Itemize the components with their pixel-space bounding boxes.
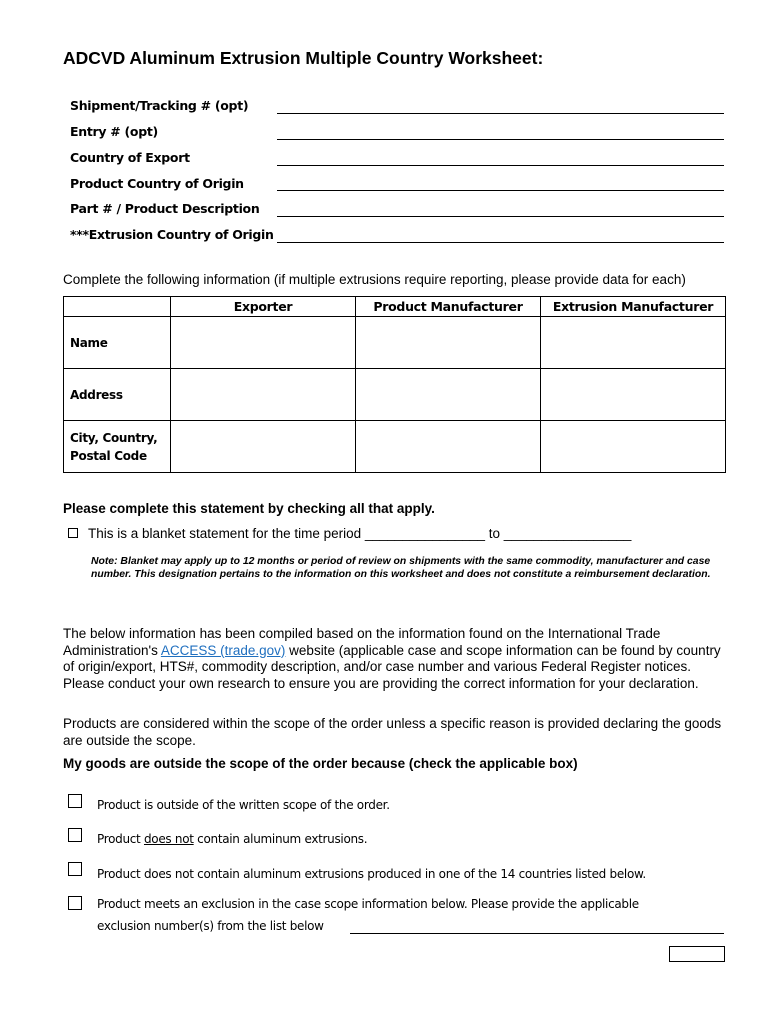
blanket-statement	[68, 526, 631, 541]
info-paragraph	[63, 626, 723, 692]
outside-scope-heading: My goods are outside the scope of the order because (check the applicable box)	[63, 756, 578, 771]
extrusion-manufacturer-name-cell[interactable]	[541, 317, 726, 369]
part-number-label: Part # / Product Description	[70, 201, 260, 216]
table-header-extrusion-manufacturer: Extrusion Manufacturer	[541, 297, 726, 317]
option-no-extrusions-c: contain aluminum extrusions.	[193, 832, 368, 846]
blanket-checkbox[interactable]	[68, 528, 78, 538]
option-exclusion-checkbox[interactable]	[68, 896, 82, 910]
table-header-product-manufacturer: Product Manufacturer	[356, 297, 541, 317]
option-outside-written-scope-checkbox[interactable]	[68, 794, 82, 808]
row-label-city-country-postal: City, Country, Postal Code	[64, 421, 171, 473]
info-paragraph-after: website (applicable case and scope information can be found by country of origin/export, HTS#, commodity description, and/or case number and various Federal Register notices. Please conduct your own research to ensure you are providing the correct information for your declaration.	[63, 642, 721, 691]
country-of-export-field[interactable]	[277, 165, 724, 166]
product-manufacturer-city-cell[interactable]	[356, 421, 541, 473]
blanket-note: Note: Blanket may apply up to 12 months or period of review on shipments with the same commodity, manufacturer and case number. This designation pertains to the information on this worksheet and does not constitute a reimbursement declaration.	[91, 556, 711, 580]
product-country-of-origin-label: Product Country of Origin	[70, 176, 244, 191]
entry-number-label: Entry # (opt)	[70, 124, 158, 139]
extrusion-country-of-origin-label: ***Extrusion Country of Origin	[70, 227, 274, 242]
option-no-extrusions-a: Product	[97, 832, 144, 846]
option-exclusion-label-line2: exclusion number(s) from the list below	[97, 919, 324, 933]
option-no-extrusions-label	[97, 832, 367, 846]
exporter-address-cell[interactable]	[171, 369, 356, 421]
page-title: ADCVD Aluminum Extrusion Multiple Country Worksheet:	[63, 48, 544, 68]
product-country-of-origin-field[interactable]	[277, 190, 724, 191]
party-info-table	[63, 296, 726, 473]
option-outside-written-scope-label: Product is outside of the written scope of the order.	[97, 798, 390, 812]
extrusion-manufacturer-address-cell[interactable]	[541, 369, 726, 421]
scope-paragraph: Products are considered within the scope of the order unless a specific reason is provided declaring the goods are outside the scope.	[63, 716, 722, 748]
exporter-city-cell[interactable]	[171, 421, 356, 473]
blanket-prefix: This is a blanket statement for the time period	[88, 526, 365, 541]
info-paragraph-before: The below information has been compiled based on the information found on the International Trade Administration's	[63, 626, 661, 658]
product-manufacturer-name-cell[interactable]	[356, 317, 541, 369]
exporter-name-cell[interactable]	[171, 317, 356, 369]
small-input-box[interactable]	[669, 946, 725, 962]
blanket-start-date-field[interactable]: ________________	[364, 526, 486, 541]
part-number-field[interactable]	[277, 216, 724, 217]
option-no-extrusions-checkbox[interactable]	[68, 828, 82, 842]
table-header-exporter: Exporter	[171, 297, 356, 317]
blanket-end-date-field[interactable]: _________________	[503, 526, 632, 541]
table-header-blank	[64, 297, 171, 317]
row-label-address: Address	[64, 369, 171, 421]
entry-number-field[interactable]	[277, 139, 724, 140]
shipment-tracking-field[interactable]	[277, 113, 724, 114]
option-not-14-countries-label: Product does not contain aluminum extrusions produced in one of the 14 countries listed below.	[97, 867, 646, 881]
option-no-extrusions-emphasis: does not	[143, 832, 194, 846]
extrusion-country-of-origin-field[interactable]	[277, 242, 724, 243]
table-intro: Complete the following information (if multiple extrusions require reporting, please provide data for each)	[63, 272, 686, 287]
exclusion-number-field[interactable]	[350, 933, 724, 934]
access-trade-gov-link[interactable]: ACCESS (trade.gov)	[160, 642, 286, 658]
row-label-name: Name	[64, 317, 171, 369]
extrusion-manufacturer-city-cell[interactable]	[541, 421, 726, 473]
country-of-export-label: Country of Export	[70, 150, 190, 165]
option-exclusion-label: Product meets an exclusion in the case scope information below. Please provide the applicable	[97, 897, 639, 911]
product-manufacturer-address-cell[interactable]	[356, 369, 541, 421]
option-not-14-countries-checkbox[interactable]	[68, 862, 82, 876]
shipment-tracking-label: Shipment/Tracking # (opt)	[70, 98, 249, 113]
statement-heading: Please complete this statement by checking all that apply.	[63, 501, 435, 516]
blanket-to: to	[485, 526, 504, 541]
